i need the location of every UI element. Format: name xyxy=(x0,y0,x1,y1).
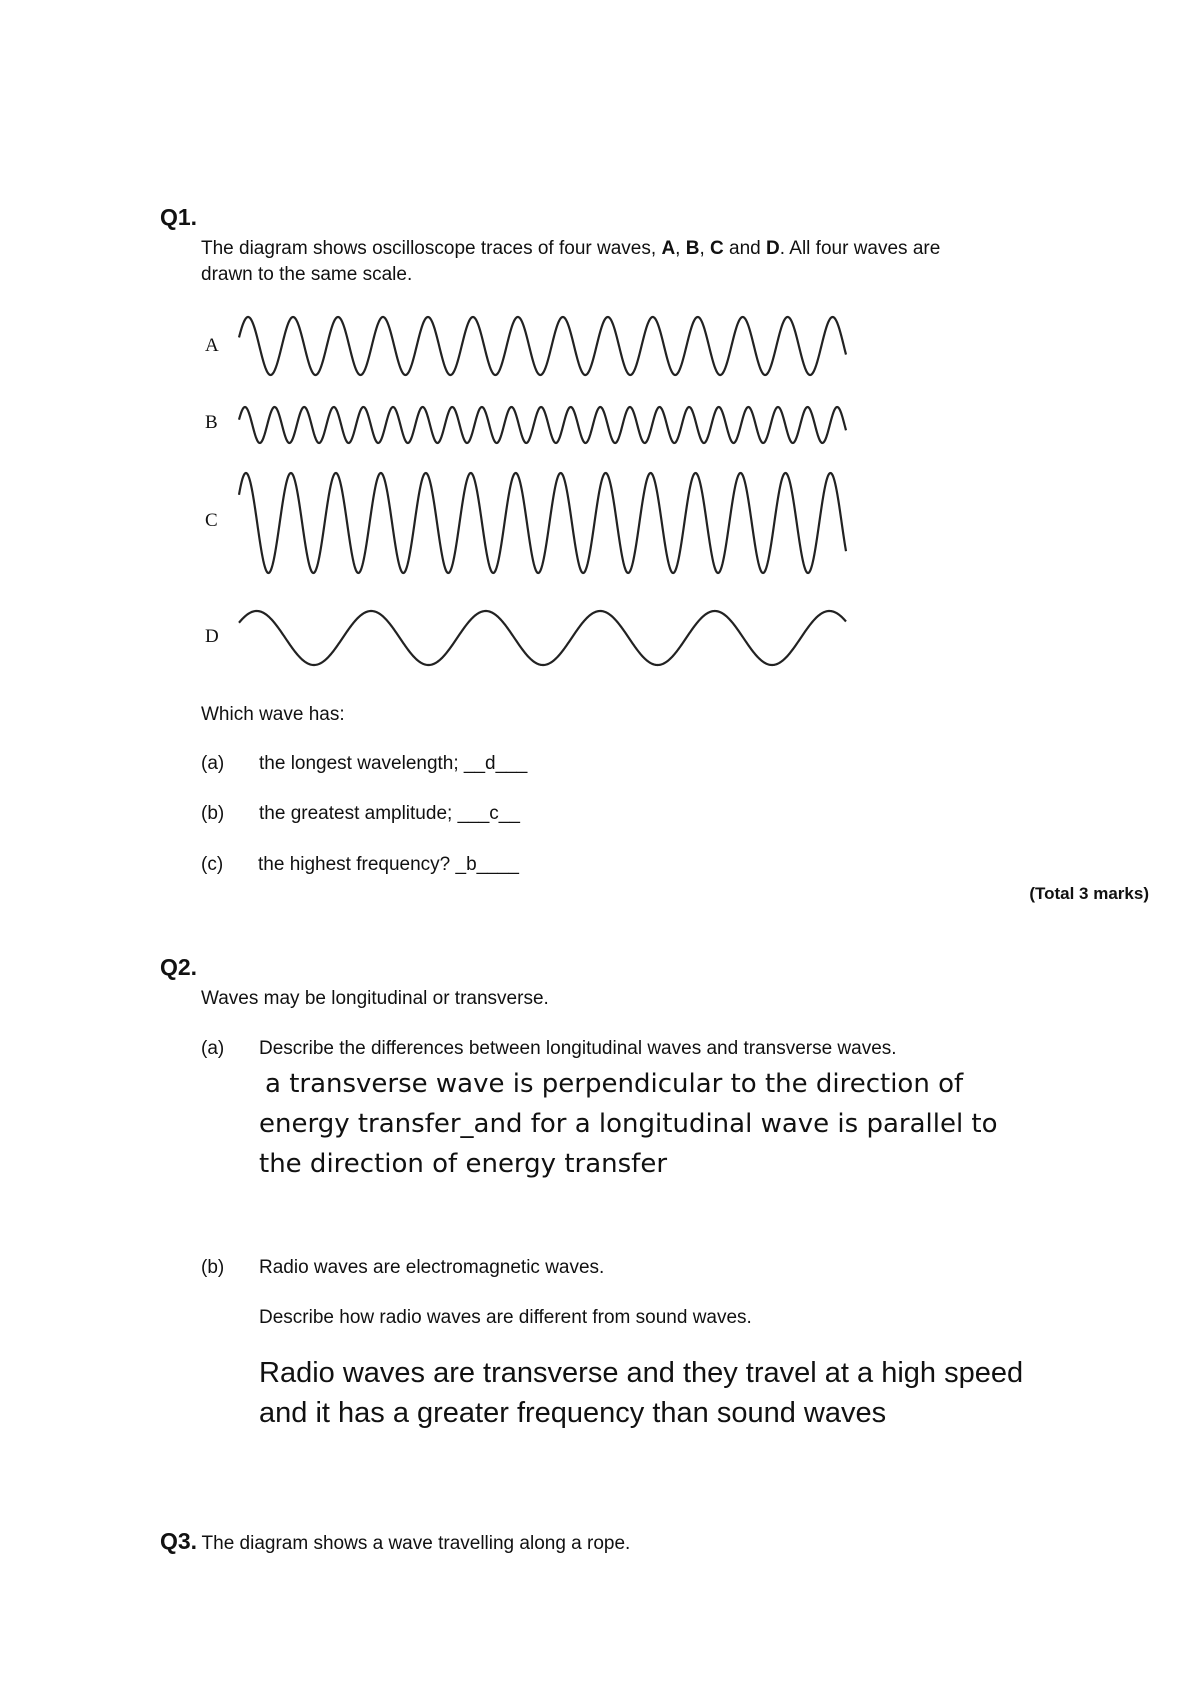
wave-label-c: C xyxy=(205,510,218,531)
question-2-part-a-answer: a transverse wave is perpendicular to the direction of energy transfer_and for a longitudinal wave is parallel to the direction of energy transfer xyxy=(259,1069,998,1179)
intro-text: The diagram shows oscilloscope traces of four waves, xyxy=(201,238,657,259)
intro-and: and xyxy=(729,238,761,259)
question-1-part-a-letter: (a) xyxy=(201,753,225,774)
question-2-part-a-question: Describe the differences between longitudinal waves and transverse waves. xyxy=(259,1038,897,1059)
question-1-part-c-text: the highest frequency? _b____ xyxy=(258,854,519,875)
question-1-part-b-letter: (b) xyxy=(201,803,225,824)
oscilloscope-diagram xyxy=(0,0,1200,700)
question-2-number: Q2. xyxy=(160,954,198,980)
wave-label-a: A xyxy=(205,335,219,356)
question-2-part-b-letter: (b) xyxy=(201,1257,225,1278)
question-2-part-b-question: Radio waves are electromagnetic waves. xyxy=(259,1257,605,1278)
wave-d-ref: D xyxy=(766,238,780,259)
question-1-prompt: Which wave has: xyxy=(201,704,345,725)
wave-trace-d xyxy=(239,611,846,665)
question-3 xyxy=(160,1528,630,1557)
intro-sep: , xyxy=(699,238,705,259)
wave-c-ref: C xyxy=(710,238,724,259)
question-2-part-a-letter: (a) xyxy=(201,1038,225,1059)
question-1-number: Q1. xyxy=(160,204,198,230)
question-3-text: The diagram shows a wave travelling along a rope. xyxy=(201,1533,631,1554)
question-2-intro: Waves may be longitudinal or transverse. xyxy=(201,988,549,1009)
question-3-number: Q3. xyxy=(160,1528,198,1554)
question-1-intro-line2: drawn to the same scale. xyxy=(201,264,413,285)
question-1-part-a-text: the longest wavelength; __d___ xyxy=(259,753,528,774)
question-2-part-b-answer: Radio waves are transverse and they travel at a high speed and it has a greater frequency than sound waves xyxy=(259,1357,1024,1429)
intro-text-end: . All four waves are xyxy=(779,238,941,259)
question-1-part-c-letter: (c) xyxy=(201,854,224,875)
question-2-part-b-prompt: Describe how radio waves are different from sound waves. xyxy=(259,1307,752,1328)
wave-trace-a xyxy=(239,317,846,375)
wave-a-ref: A xyxy=(661,238,676,259)
wave-trace-b xyxy=(239,407,846,443)
wave-label-d: D xyxy=(205,626,219,647)
intro-sep: , xyxy=(675,238,681,259)
wave-label-b: B xyxy=(205,412,218,433)
question-1-part-b-text: the greatest amplitude; ___c__ xyxy=(259,803,520,824)
wave-b-ref: B xyxy=(685,238,700,259)
question-1-total-marks: (Total 3 marks) xyxy=(1029,884,1149,903)
wave-trace-c xyxy=(239,473,846,573)
